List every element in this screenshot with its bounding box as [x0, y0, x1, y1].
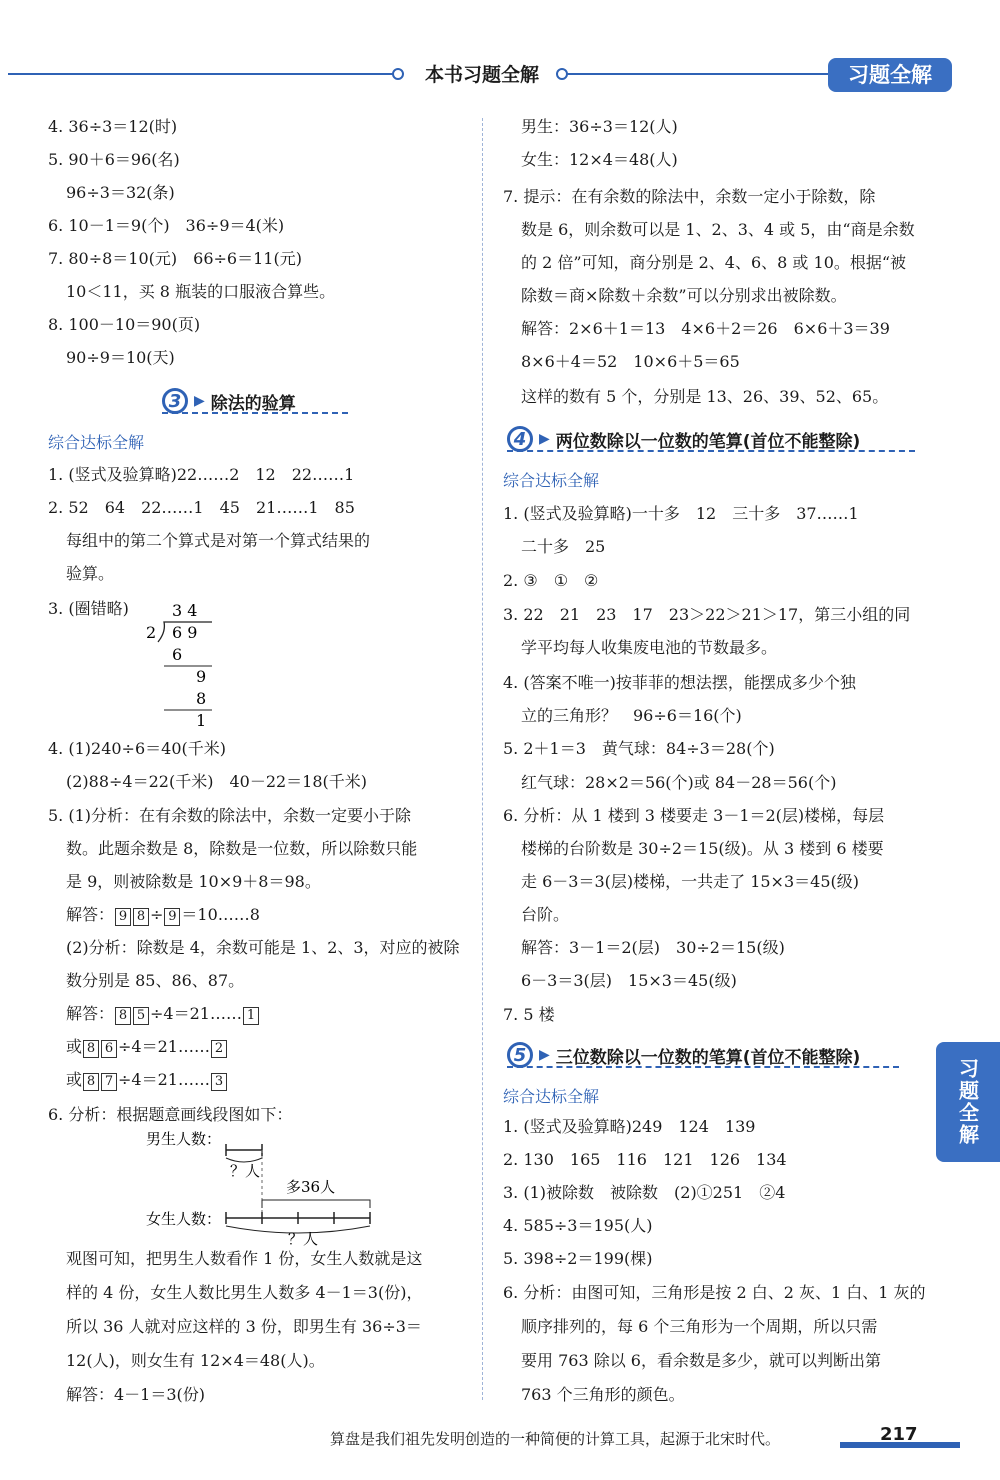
- section-arrow-icon: ▶: [539, 431, 550, 447]
- section-title: 三位数除以一位数的笔算(首位不能整除): [555, 1047, 861, 1068]
- answer-line: 男生：36÷3＝12(人): [521, 117, 678, 136]
- answer-line-boxed: 解答： 9 8 ÷ 9 ＝10……8: [66, 905, 260, 924]
- answer-line-boxed: 或 8 7 ÷4＝21…… 3: [66, 1069, 228, 1091]
- division-quotient: 3 4: [172, 601, 198, 620]
- answer-line: 台阶。: [521, 905, 570, 924]
- answer-line: 观图可知，把男生人数看作 1 份，女生人数就是这: [66, 1249, 423, 1268]
- section-heading: [507, 426, 860, 452]
- answer-line: 的 2 倍”可知，商分别是 2、4、6、8 或 10。根据“被: [521, 253, 907, 272]
- answer-line: 所以 36 人就对应这样的 3 份，即男生有 36÷3＝: [66, 1317, 422, 1336]
- answer-line: 7. 5 楼: [503, 1005, 555, 1024]
- section-number: 3: [162, 388, 188, 414]
- answer-line: 每组中的第二个算式是对第一个算式结果的: [66, 531, 371, 550]
- division-divisor: 2: [146, 623, 157, 642]
- answer-line: 5. 398÷2＝199(棵): [503, 1249, 653, 1268]
- answer-line: 6. 分析：根据题意画线段图如下：: [48, 1105, 293, 1124]
- subheading: 综合达标全解: [503, 1087, 600, 1106]
- more-brace: [262, 1200, 370, 1208]
- answer-line: 4. 585÷3＝195(人): [503, 1216, 653, 1235]
- answer-line: 验算。: [66, 564, 115, 583]
- answer-line: 6. 分析：由图可知，三角形是按 2 白、2 灰、1 白、1 灰的: [503, 1283, 926, 1302]
- answer-line-boxed: 或 8 6 ÷4＝21…… 2: [66, 1036, 228, 1058]
- answer-line: 8. 100－10＝90(页): [48, 315, 201, 334]
- header-rule-left: [8, 73, 396, 75]
- answer-line: 4. (1)240÷6＝40(千米): [48, 739, 226, 758]
- division-step: 6: [172, 645, 183, 664]
- answer-line: 要用 763 除以 6，看余数是多少，就可以判断出第: [521, 1351, 881, 1370]
- subheading: 综合达标全解: [48, 433, 145, 452]
- boy-label: 男生人数：: [146, 1130, 222, 1148]
- answer-line: 6－3＝3(层) 15×3＝45(级): [521, 971, 737, 990]
- answer-line: 是 9，则被除数是 10×9＋8＝98。: [66, 872, 321, 891]
- answer-line: 1. (竖式及验算略)249 124 139: [503, 1117, 756, 1136]
- answer-line: 90÷9＝10(天): [66, 348, 175, 367]
- answer-line: 6. 分析：从 1 楼到 3 楼要走 3－1＝2(层)楼梯，每层: [503, 806, 885, 825]
- footer-note: 算盘是我们祖先发明创造的一种简便的计算工具，起源于北宋时代。: [330, 1430, 781, 1448]
- answer-line: 2. ③ ① ②: [503, 571, 599, 590]
- answer-line: 2. 130 165 116 121 126 134: [503, 1150, 787, 1169]
- segment-diagram: [138, 1126, 438, 1246]
- boy-question: ？人: [230, 1162, 261, 1180]
- answer-line: 女生：12×4＝48(人): [521, 150, 678, 169]
- answer-line: 5. (1)分析：在有余数的除法中，余数一定要小于除: [48, 806, 412, 825]
- answer-line: 96÷3＝32(条): [66, 183, 175, 202]
- answer-line: 8×6＋4＝52 10×6＋5＝65: [521, 352, 740, 371]
- section-heading: [162, 388, 296, 414]
- header-title: 本书习题全解: [424, 64, 539, 86]
- answer-line: 1. (竖式及验算略)22……2 12 22……1: [48, 465, 355, 484]
- answer-line-boxed: 解答： 8 5 ÷4＝21…… 1: [66, 1003, 260, 1025]
- section-arrow-icon: ▶: [539, 1047, 550, 1063]
- answer-line: 这样的数有 5 个，分别是 13、26、39、52、65。: [521, 387, 889, 406]
- section-underline: [507, 1066, 899, 1068]
- division-step: 9: [196, 667, 207, 686]
- answer-line: 解答：2×6＋1＝13 4×6＋2＝26 6×6＋3＝39: [521, 319, 890, 338]
- answer-line: 数。此题余数是 8，除数是一位数，所以除数只能: [66, 839, 418, 858]
- division-dividend: 6 9: [172, 623, 198, 642]
- column-divider: [482, 118, 483, 1400]
- answer-line: 走 6－3＝3(层)楼梯，一共走了 15×3＝45(级): [521, 872, 859, 891]
- answer-line: (2)88÷4＝22(千米) 40－22＝18(千米): [66, 772, 368, 791]
- section-underline: [162, 412, 348, 414]
- section-number: 5: [507, 1042, 533, 1068]
- answer-line: (2)分析：除数是 4，余数可能是 1、2、3，对应的被除: [66, 938, 460, 957]
- division-step: 8: [196, 689, 207, 708]
- answer-line: 6. 10－1＝9(个) 36÷9＝4(米): [48, 216, 285, 235]
- answer-line: 5. 90＋6＝96(名): [48, 150, 180, 169]
- answer-line: 3. (1)被除数 被除数 (2)①251 ②4: [503, 1183, 786, 1202]
- section-title: 两位数除以一位数的笔算(首位不能整除): [555, 431, 861, 452]
- answer-line: 数分别是 85、86、87。: [66, 971, 245, 990]
- answer-line: 样的 4 份，女生人数比男生人数多 4－1＝3(份)，: [66, 1283, 423, 1302]
- answer-line: 3. (圈错略): [48, 599, 129, 618]
- answer-line: 二十多 25: [521, 537, 606, 556]
- section-heading: [507, 1042, 860, 1068]
- answer-line: 763 个三角形的颜色。: [521, 1385, 685, 1404]
- long-division: [142, 598, 232, 730]
- answer-line: 数是 6，则余数可以是 1、2、3、4 或 5，由“商是余数: [521, 220, 915, 239]
- section-underline: [507, 450, 915, 452]
- division-remainder: 1: [196, 711, 207, 730]
- subheading: 综合达标全解: [503, 471, 600, 490]
- answer-line: 7. 80÷8＝10(元) 66÷6＝11(元): [48, 249, 302, 268]
- answer-line: 立的三角形？ 96÷6＝16(个): [521, 706, 742, 725]
- answer-line: 12(人)，则女生有 12×4＝48(人)。: [66, 1351, 325, 1370]
- more-label: 多36人: [286, 1178, 336, 1196]
- answer-line: 10＜11，买 8 瓶装的口服液合算些。: [66, 282, 336, 301]
- answer-line: 解答：4－1＝3(份): [66, 1385, 206, 1404]
- answer-line: 2. 52 64 22……1 45 21……1 85: [48, 498, 355, 517]
- answer-line: 解答：3－1＝2(层) 30÷2＝15(级): [521, 938, 785, 957]
- answer-line: 4. 36÷3＝12(时): [48, 117, 178, 136]
- answer-line: 4. (答案不唯一)按菲菲的想法摆，能摆成多少个独: [503, 673, 856, 692]
- section-number: 4: [507, 426, 533, 452]
- girl-label: 女生人数：: [146, 1210, 222, 1228]
- answer-line: 楼梯的台阶数是 30÷2＝15(级)。从 3 楼到 6 楼要: [521, 839, 884, 858]
- section-title: 除法的验算: [210, 393, 296, 414]
- answer-line: 1. (竖式及验算略)一十多 12 三十多 37……1: [503, 504, 859, 523]
- header-rule-right: [566, 73, 828, 75]
- answer-line: 7. 提示：在有余数的除法中，余数一定小于除数，除: [503, 187, 876, 206]
- answer-line: 顺序排列的，每 6 个三角形为一个周期，所以只需: [521, 1317, 878, 1336]
- header-badge: 习题全解: [828, 58, 952, 92]
- girl-question: ？人: [288, 1230, 319, 1246]
- answer-line: 3. 22 21 23 17 23＞22＞21＞17，第三小组的同: [503, 605, 911, 624]
- answer-line: 除数＝商×除数＋余数”可以分别求出被除数。: [521, 286, 847, 305]
- page-number: 217: [880, 1424, 918, 1445]
- section-arrow-icon: ▶: [194, 393, 205, 409]
- answer-line: 红气球：28×2＝56(个)或 84－28＝56(个): [521, 773, 837, 792]
- answer-line: 学平均每人收集废电池的节数最多。: [521, 638, 778, 657]
- answer-line: 5. 2＋1＝3 黄气球：84÷3＝28(个): [503, 739, 775, 758]
- side-tab: 习题全解: [936, 1042, 1000, 1162]
